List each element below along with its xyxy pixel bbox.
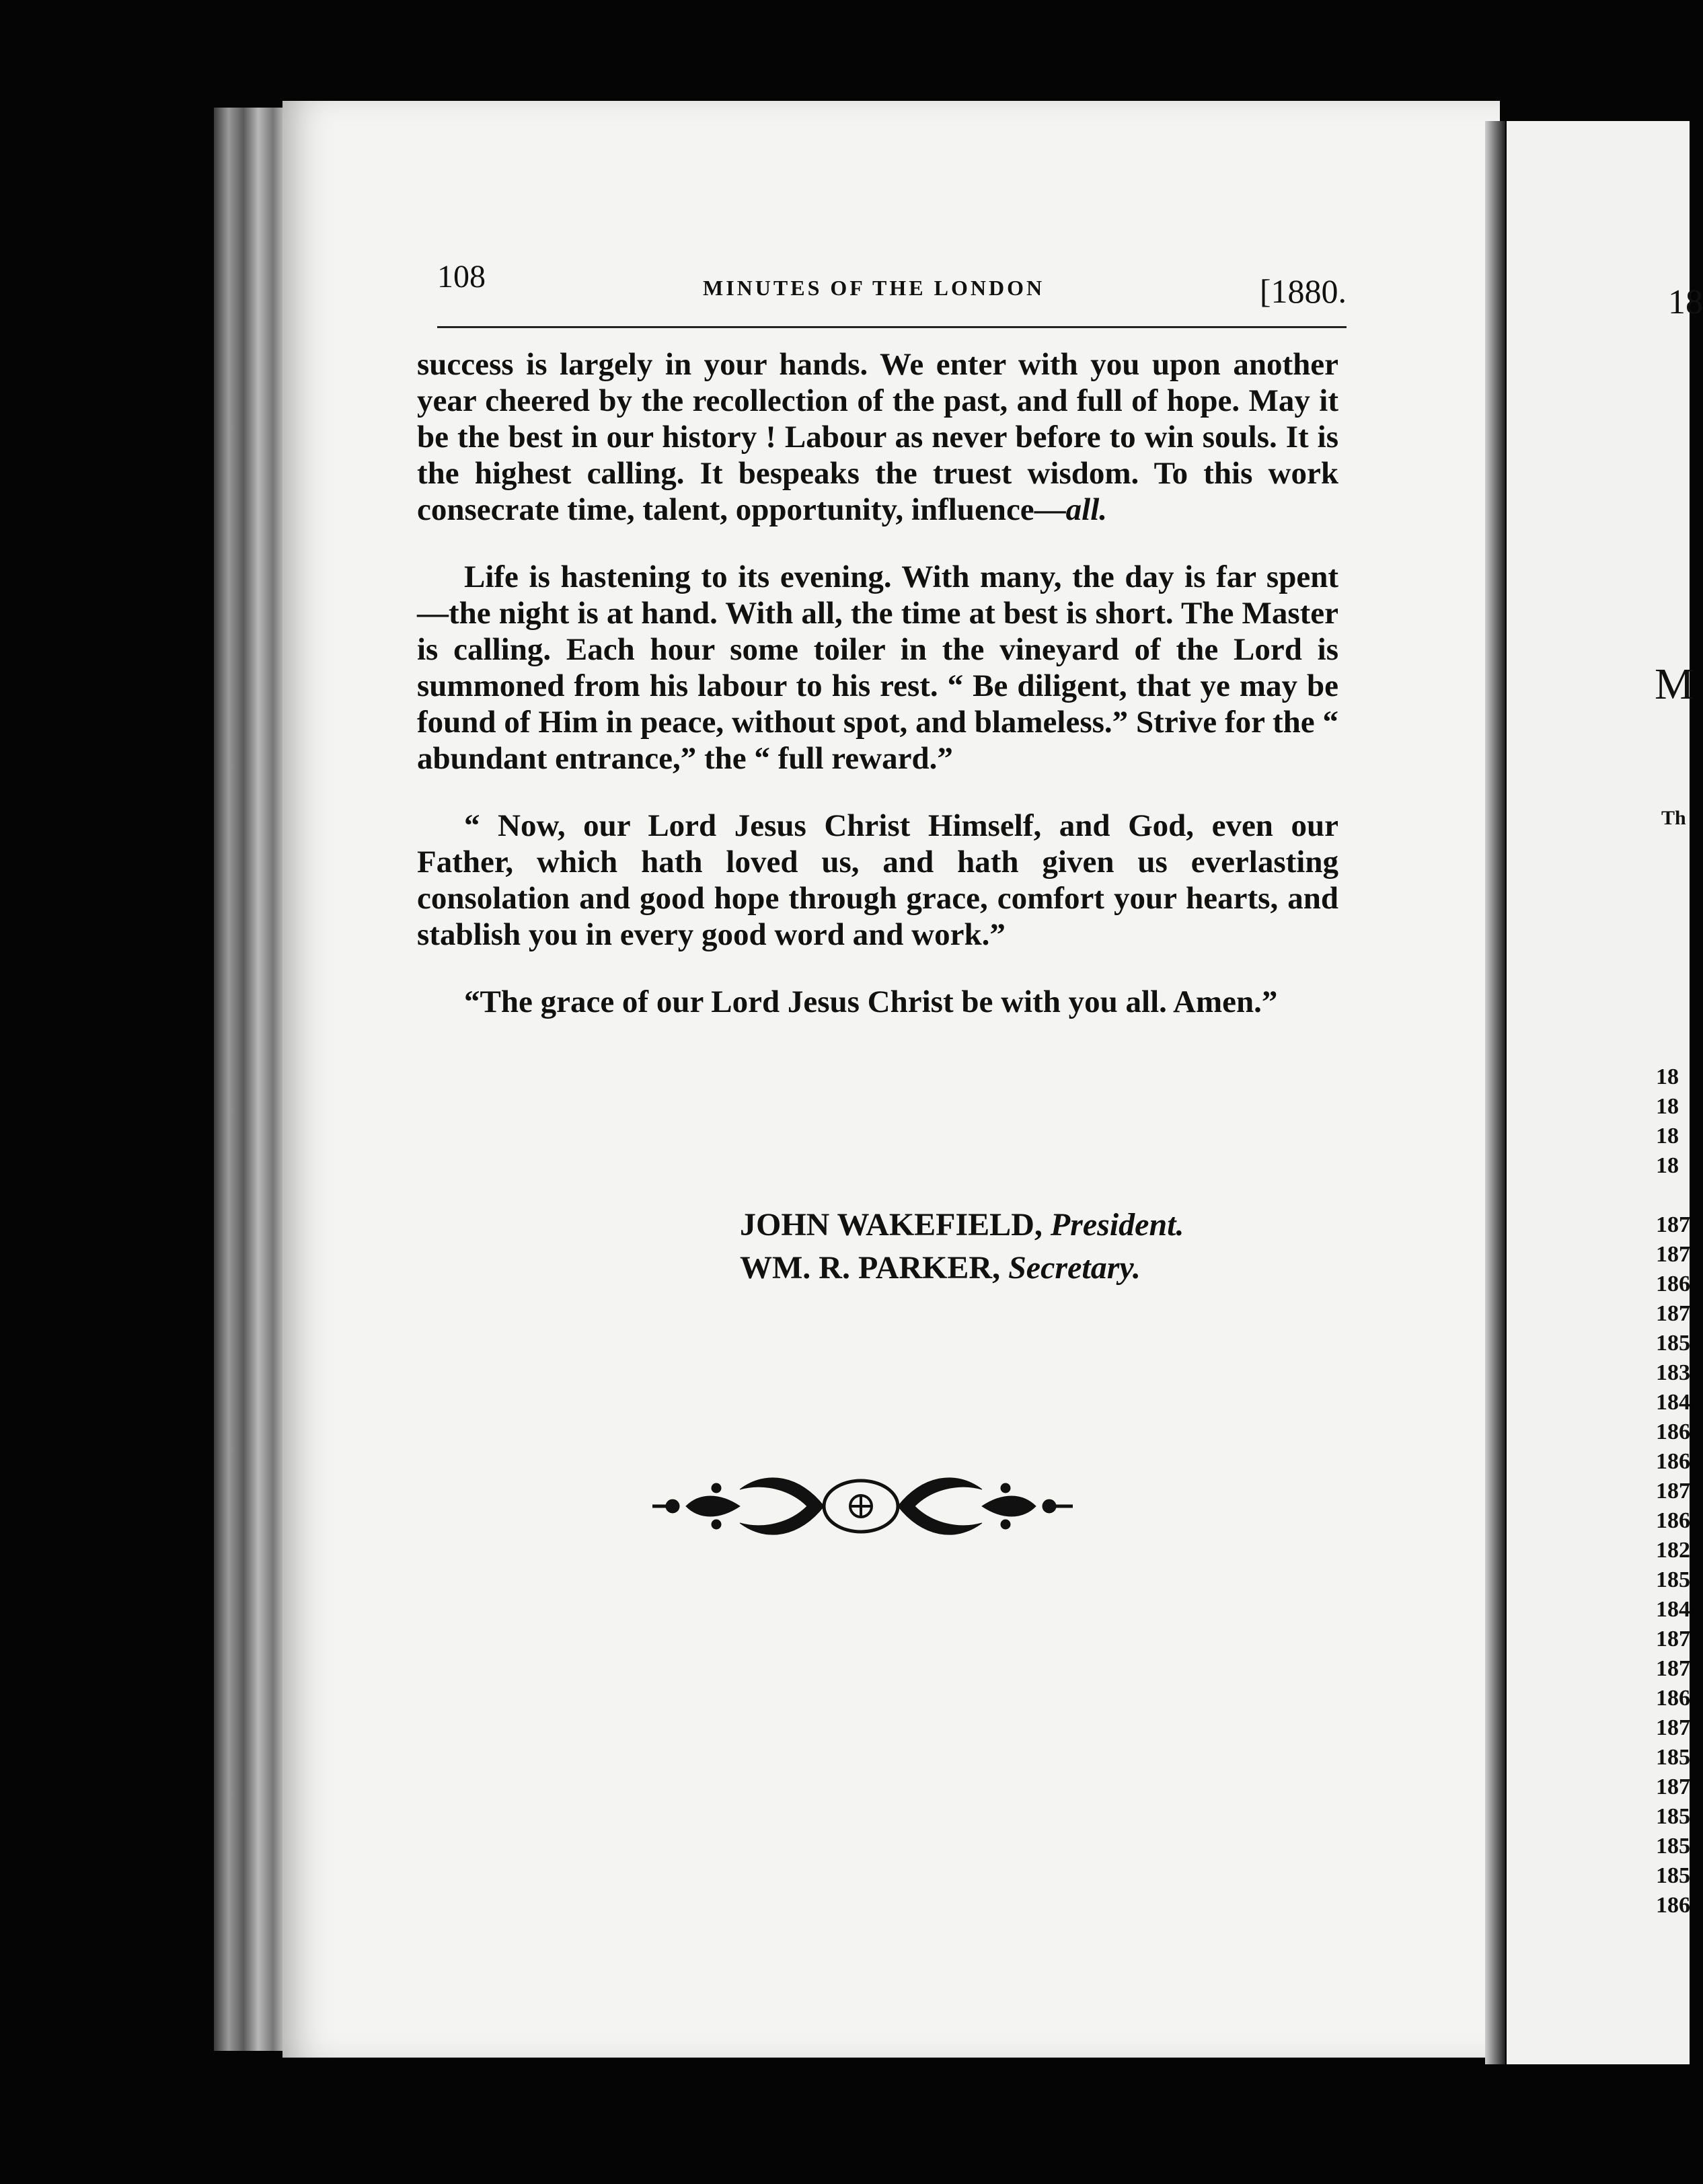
signatory-title: President. bbox=[1050, 1207, 1184, 1243]
right-page bbox=[1507, 121, 1703, 2064]
paragraph: Life is hastening to its evening. With many, the day is far spent—the night is at hand. With all, the time at best is short. The Master is calling. Each hour some toiler in the vineyard of the Lord is summoned from his labour to his rest. “ Be diligent, that ye may be found of Him in peace, without spot, and blameless.” Strive for the “ abundant entrance,” the “ full reward.” bbox=[417, 559, 1338, 776]
paragraph-text: success is largely in your hands. We enter with you upon another year cheered by the recollection of the past, and full of hope. May it be the best in our history ! Labour as never before to win souls. It is the highest calling. It bespeaks the truest wisdom. To this work consecrate time, talent, opportunity, influence— bbox=[417, 347, 1338, 527]
year-fragment: 184 bbox=[1656, 1597, 1690, 1622]
body-text bbox=[417, 346, 1338, 1051]
year-fragment: 187 bbox=[1656, 1656, 1690, 1681]
year-fragment: 185 bbox=[1656, 1331, 1690, 1356]
year-fragment: 185 bbox=[1656, 1745, 1690, 1770]
year-fragment: 187 bbox=[1656, 1242, 1690, 1267]
year-fragment: 186 bbox=[1656, 1419, 1690, 1444]
signature-line bbox=[740, 1247, 1184, 1290]
signatory-name: WM. R. PARKER, bbox=[740, 1250, 1001, 1286]
year-fragment: 187 bbox=[1656, 1627, 1690, 1651]
book-edge bbox=[214, 108, 288, 2051]
year-fragment: 185 bbox=[1656, 1804, 1690, 1829]
year-fragment: 185 bbox=[1656, 1834, 1690, 1859]
year-fragment: 18 bbox=[1656, 1153, 1679, 1178]
year-fragment: 185 bbox=[1656, 1863, 1690, 1888]
year-fragment: 187 bbox=[1656, 1774, 1690, 1799]
signatory-name: JOHN WAKEFIELD, bbox=[740, 1207, 1043, 1243]
signatory-title: Secretary. bbox=[1008, 1250, 1141, 1286]
year-fragment: 186 bbox=[1656, 1272, 1690, 1296]
paragraph bbox=[417, 346, 1338, 528]
year-fragment: 184 bbox=[1656, 1390, 1690, 1415]
year-fragment: 186 bbox=[1656, 1686, 1690, 1711]
signature-line bbox=[740, 1204, 1184, 1247]
year-fragment: 18 bbox=[1656, 1064, 1679, 1089]
header-rule bbox=[437, 326, 1347, 328]
running-title: MINUTES OF THE LONDON bbox=[703, 276, 1045, 300]
year-fragment: 186 bbox=[1656, 1893, 1690, 1918]
floral-ornament-icon bbox=[646, 1462, 1076, 1550]
year-fragment: 187 bbox=[1656, 1301, 1690, 1326]
book-gutter bbox=[1485, 121, 1505, 2064]
year-fragment: 183 bbox=[1656, 1360, 1690, 1385]
year-fragment: 186 bbox=[1656, 1508, 1690, 1533]
year-fragment bbox=[1656, 1181, 1690, 1210]
year-fragment: 18 bbox=[1656, 1094, 1679, 1119]
year-fragment: 185 bbox=[1656, 1567, 1690, 1592]
paragraph: “The grace of our Lord Jesus Christ be with you all. Amen.” bbox=[464, 984, 1278, 1019]
year-fragment: 186 bbox=[1656, 1449, 1690, 1474]
year-fragment: 187 bbox=[1656, 1715, 1690, 1740]
year-mark: [1880. bbox=[1259, 272, 1347, 310]
page-number: 108 bbox=[437, 259, 486, 295]
year-fragment: 182 bbox=[1656, 1538, 1690, 1563]
right-page-header: 18 bbox=[1668, 283, 1703, 321]
year-fragment: 187 bbox=[1656, 1212, 1690, 1237]
right-page-subtitle-fragment: Th bbox=[1661, 807, 1686, 829]
right-page-title-fragment: M bbox=[1655, 660, 1694, 709]
signature-block bbox=[740, 1204, 1184, 1290]
year-fragment: 187 bbox=[1656, 1479, 1690, 1504]
year-fragment: 18 bbox=[1656, 1124, 1679, 1148]
right-page-year-column bbox=[1656, 1062, 1690, 1920]
page-header bbox=[437, 256, 1347, 316]
paragraph: “ Now, our Lord Jesus Christ Himself, and God, even our Father, which hath loved us, and hath given us everlasting consolation and good hope through grace, comfort your hearts, and stablish you in every good word and work.” bbox=[417, 808, 1338, 952]
emphasis-text: all. bbox=[1065, 492, 1108, 527]
